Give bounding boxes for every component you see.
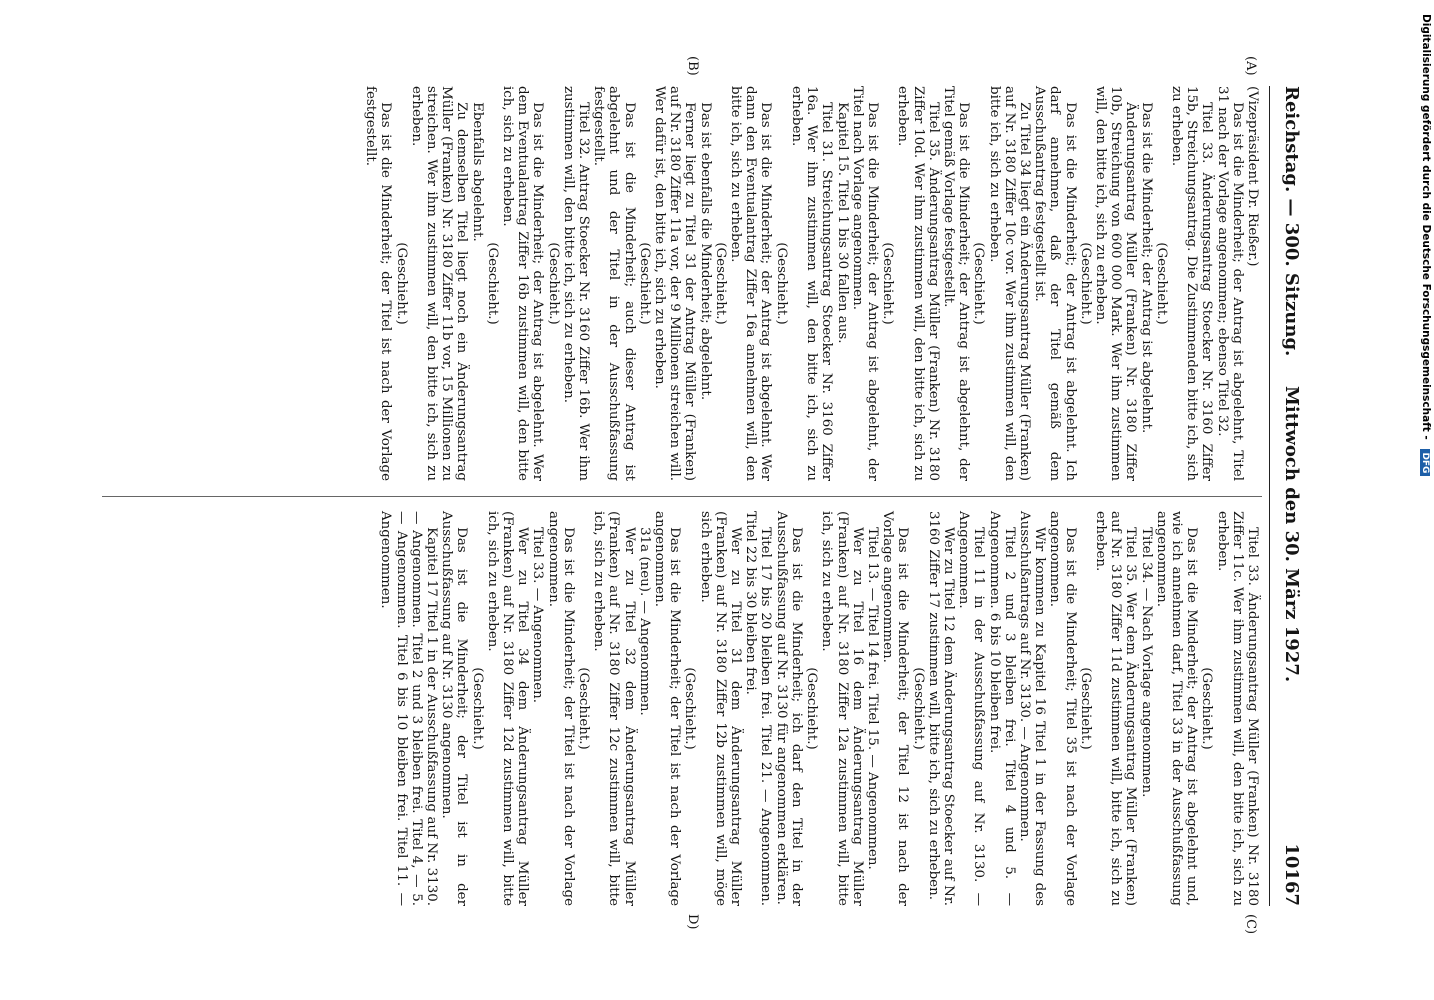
paragraph: Das ist die Minderheit; der Titel 12 ist nach der Vorlage angenommen. <box>880 511 911 906</box>
paragraph: Das ist ebenfalls die Minderheit; abgelehnt. <box>697 102 713 401</box>
paragraph: Titel 35. Änderungsantrag Müller (Franken) Nr. 3180 Ziffer 10d. Wer ihm zustimmen will, den bitte ich, sich zu erheben. <box>895 86 941 481</box>
paragraph: Das ist die Minderheit; auch dieser Antrag ist abgelehnt und der Titel in der Ausschußfassung festgestellt. <box>591 86 637 481</box>
paragraph: Kapitel 17 Titel 1 in der Ausschußfassung auf Nr. 3130. — Angenommen. Titel 2 und 3 bleiben frei. Titel 4, — 5. — Angenommen. Titel 6 bis 10 bleiben frei. Titel 11. — Angenommen. <box>378 511 440 906</box>
stage-direction: (Geschieht.) <box>880 242 896 325</box>
header-session: Reichstag. — 300. Sitzung. <box>1281 86 1302 357</box>
dfg-credit-text: Digitalisierung gefördert durch die Deutsche Forschungsgemeinschaft - <box>1420 14 1432 440</box>
paragraph: Titel 13. — Titel 14 frei. Titel 15. — Angenommen. <box>864 527 880 870</box>
stage-direction: (Geschieht.) <box>712 242 728 325</box>
stage-direction: (Geschieht.) <box>1153 242 1169 325</box>
paragraph: Titel 33. Änderungsantrag Stoecker Nr. 3160 Ziffer 15b, Streichungsantrag. Die Zustimmenden bitte ich, sich zu erheben. <box>1168 86 1215 481</box>
paragraph: Wer zu Titel 12 dem Änderungsantrag Stoecker auf Nr. 3160 Ziffer 17 zustimmen will, bitte ich, sich zu erheben. <box>925 511 956 906</box>
paragraph: Kapitel 15. Titel 1 bis 30 fallen aus. <box>834 102 850 344</box>
paragraph: Titel 17 bis 20 bleiben frei. Titel 21. — Angenommen. Titel 22 bis 30 bleiben frei. <box>743 511 774 906</box>
page-number: 10167 <box>1281 843 1302 906</box>
paragraph: Titel 33. Änderungsantrag Müller (Franken) Nr. 3180 Ziffer 11c. Wer ihm zustimmen will, den bitte ich, sich zu erheben. <box>1214 511 1260 906</box>
stage-direction: (Geschieht.) <box>636 242 652 325</box>
paragraph: Das ist die Minderheit; ich darf den Titel in der Ausschußfassung auf Nr. 3130 für angenommen erklären. <box>773 511 804 906</box>
right-column <box>378 511 1260 906</box>
paragraph: Wer zu Titel 32 dem Änderungsantrag Müller (Franken) auf Nr. 3180 Ziffer 12c zustimmen will, bitte ich, sich zu erheben. <box>591 511 637 906</box>
stage-direction: (Geschieht.) <box>469 667 485 750</box>
stage-direction: (Geschieht.) <box>773 242 789 325</box>
paragraph: Das ist die Minderheit; der Antrag ist abgelehnt, der Titel nach Vorlage angenommen. <box>849 86 880 481</box>
paragraph: Das ist die Minderheit; der Titel ist nach der Vorlage angenommen. <box>652 511 683 906</box>
paragraph: Wer zu Titel 31 dem Änderungsantrag Müller (Franken) auf Nr. 3180 Ziffer 12b zustimmen will, möge sich erheben. <box>697 511 744 906</box>
stage-direction: (Geschieht.) <box>971 242 987 325</box>
stage-direction: (Geschieht.) <box>393 242 409 325</box>
margin-mark-a: (A) <box>1243 56 1258 76</box>
paragraph: Das ist die Minderheit; der Titel ist in der Ausschußfassung auf Nr. 3130 angenommen. <box>439 511 470 906</box>
paragraph: Titel 33. — Angenommen. <box>530 527 546 704</box>
stage-direction: (Geschieht.) <box>1077 242 1093 325</box>
paragraph: Das ist die Minderheit; der Antrag ist abgelehnt und, wie ich annehmen darf, Titel 33 in der Ausschußfassung angenommen. <box>1153 511 1200 906</box>
margin-mark-c: (C) <box>1243 914 1258 935</box>
paragraph: Wer zu Titel 16 dem Änderungsantrag Müller (Franken) auf Nr. 3180 Ziffer 12a zustimmen will, bitte ich, sich zu erheben. <box>819 511 865 906</box>
paragraph: Titel 35. Wer dem Änderungsantrag Müller (Franken) auf Nr. 3180 Ziffer 11d zustimmen will, bitte ich, sich zu erheben. <box>1092 511 1139 906</box>
left-column <box>363 86 1260 481</box>
margin-mark-d: D) <box>685 914 700 930</box>
paragraph: Das ist die Minderheit; der Antrag ist abgelehnt, Titel 31 nach der Vorlage angenommen; ebenso Titel 32. <box>1214 86 1245 481</box>
stage-direction: (Geschieht.) <box>1077 667 1093 750</box>
stage-direction: (Geschieht.) <box>484 242 500 325</box>
paragraph: Ferner liegt zu Titel 31 der Antrag Müller (Franken) auf Nr. 3180 Ziffer 11a vor, der 9 Millionen streichen will. Wer dafür ist, den bitte ich, sich zu erheben. <box>652 86 698 481</box>
paragraph: Titel 2 und 3 bleiben frei. Titel 4 und 5. — Angenommen. 6 bis 10 bleiben frei. <box>986 511 1017 906</box>
dfg-logo: DFG <box>1420 449 1430 476</box>
paragraph: Wer zu Titel 34 dem Änderungsantrag Müller (Franken) auf Nr. 3180 Ziffer 12d zustimmen will, bitte ich, sich zu erheben. <box>484 511 531 906</box>
paragraph: Zu demselben Titel liegt noch ein Änderungsantrag Müller (Franken) Nr. 3180 Ziffer 11b vor, 15 Millionen zu streichen. Wer ihm zustimmen will, den bitte ich, sich zu erheben. <box>408 86 470 481</box>
document-page <box>90 56 1310 935</box>
paragraph: Das ist die Minderheit; der Antrag ist abgelehnt. <box>1138 102 1154 434</box>
paragraph: Das ist die Minderheit; Titel 35 ist nach der Vorlage angenommen. <box>1047 511 1078 906</box>
margin-mark-b: (B) <box>685 56 700 76</box>
page-header <box>1269 86 1310 906</box>
paragraph: Das ist die Minderheit; der Antrag ist abgelehnt. Ich darf annehmen, daß der Titel gemäß dem Ausschußantrag festgestellt ist. <box>1032 86 1078 481</box>
stage-direction: (Geschieht.) <box>545 242 561 325</box>
paragraph: Änderungsantrag Müller (Franken) Nr. 3180 Ziffer 10b, Streichung von 600 000 Mark. Wer ihm zustimmen will, den bitte ich, sich zu erheben. <box>1092 86 1139 481</box>
paragraph: Zu Titel 34 liegt ein Änderungsantrag Müller (Franken) auf Nr. 3180 Ziffer 10c vor. Wer ihm zustimmen will, den bitte ich, sich zu erheben. <box>986 86 1032 481</box>
paragraph: Das ist die Minderheit; der Titel ist nach der Vorlage festgestellt. <box>363 86 394 481</box>
stage-direction: (Geschieht.) <box>804 667 820 750</box>
paragraph: Das ist die Minderheit; der Antrag ist abgelehnt, der Titel gemäß Vorlage festgestellt. <box>940 86 972 481</box>
paragraph: Das ist die Minderheit; der Titel ist nach der Vorlage angenommen. <box>545 511 576 906</box>
paragraph: Wir kommen zu Kapitel 16 Titel 1 in der Fassung des Ausschußantrags auf Nr. 3130. — Angenommen. <box>1016 511 1048 906</box>
paragraph: Titel 11 in der Ausschußfassung auf Nr. 3130. — Angenommen. <box>956 511 987 906</box>
paragraph: Das ist die Minderheit; der Antrag ist abgelehnt. Wer dem Eventualantrag Ziffer 16b zustimmen will, den bitte ich, sich zu erheben. <box>500 86 546 481</box>
column-divider <box>102 496 1262 497</box>
stage-direction: (Geschieht.) <box>1199 667 1215 750</box>
paragraph: Titel 31. Streichungsantrag Stoecker Nr. 3160 Ziffer 16a. Wer ihm zustimmen will, den bitte ich, sich zu erheben. <box>788 86 835 481</box>
paragraph: Ebenfalls abgelehnt. <box>469 102 485 242</box>
dfg-credit <box>1420 14 1432 974</box>
header-date: Mittwoch den 30. März 1927. <box>1281 386 1302 683</box>
paragraph: 31a (neu). — Angenommen. <box>636 527 652 716</box>
stage-direction: (Geschieht.) <box>910 667 926 750</box>
paragraph: Das ist die Minderheit; der Antrag ist abgelehnt. Wer dann den Eventualantrag Ziffer 16a annehmen will, den bitte ich, sich zu erheben. <box>728 86 774 481</box>
stage-direction: (Geschieht.) <box>682 667 698 750</box>
paragraph: Titel 34. — Nach Vorlage angenommen. <box>1138 527 1154 798</box>
stage-direction: (Geschieht.) <box>576 667 592 750</box>
paragraph: Titel 32. Antrag Stoecker Nr. 3160 Ziffer 16b. Wer ihm zustimmen will, den bitte ich, sich zu erheben. <box>560 86 592 481</box>
paragraph: (Vizepräsident Dr. Rießer.) <box>1245 86 1260 267</box>
